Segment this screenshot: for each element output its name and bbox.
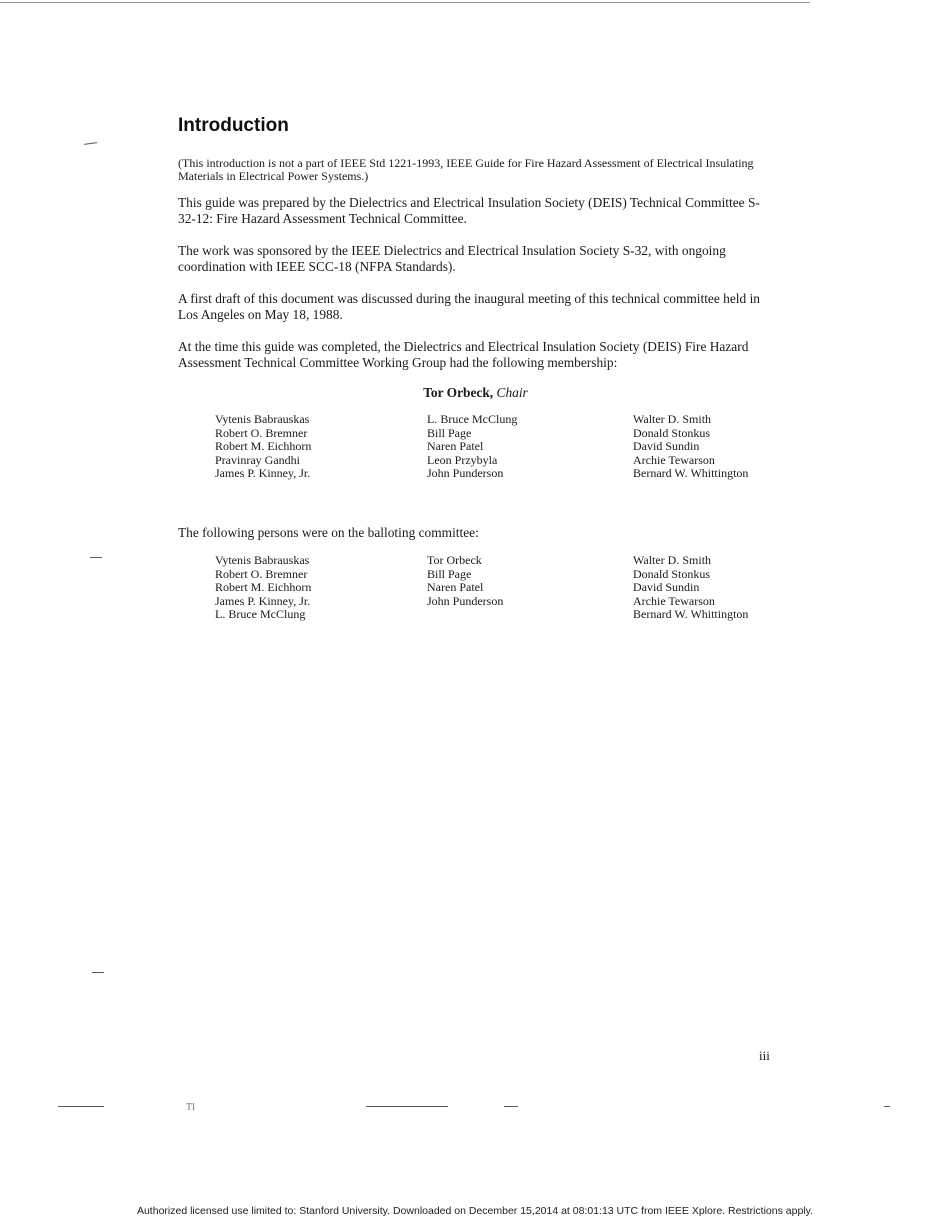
margin-mark [84,142,97,145]
balloter-name: Walter D. Smith [633,553,712,567]
margin-mark [90,557,102,558]
balloting-roster [178,554,773,626]
balloting-column-1 [215,554,311,622]
member-name: Bernard W. Whittington [633,466,749,481]
page-content [178,114,773,626]
balloter-name: Donald Stonkus [633,566,711,581]
member-name: Archie Tewarson [633,452,715,467]
balloter-name: Robert M. Eichhorn [215,580,312,595]
balloter-name: L. Bruce McClung [215,607,306,622]
member-name: John Punderson [427,466,504,481]
scan-top-line [0,2,810,3]
member-name: L. Bruce McClung [427,412,518,426]
member-name: Walter D. Smith [633,412,712,426]
membership-column-1 [215,413,311,481]
intro-note: (This introduction is not a part of IEEE Std 1221-1993, IEEE Guide for Fire Hazard Assessment of Electrical Insulating Materials in Electrical Power Systems.) [178,156,754,183]
member-name: Robert M. Eichhorn [215,439,312,454]
license-footer: Authorized licensed use limited to: Stanford University. Downloaded on December 15,2014 at 08:01:13 UTC from IEEE Xplore. Restrictions apply. [136,1205,814,1217]
paragraph-sponsored: The work was sponsored by the IEEE Dielectrics and Electrical Insulation Society S-32, with ongoing coordination with IEEE SCC-18 (NFPA Standards). [178,243,726,274]
margin-mark [92,972,104,973]
page-title: Introduction [178,115,289,136]
scan-artifact-text: Tl [186,1102,195,1113]
member-name: Robert O. Bremner [215,425,308,440]
member-name: Vytenis Babrauskas [215,412,310,426]
scan-artifact-line [884,1106,890,1107]
balloter-name: Tor Orbeck [427,553,482,567]
paragraph-first-draft: A first draft of this document was discussed during the inaugural meeting of this technical committee held in Los Angeles on May 18, 1988. [178,291,760,322]
page-number: iii [759,1048,770,1063]
member-name: Naren Patel [427,439,484,454]
scan-artifact-line [366,1106,448,1107]
balloter-name: John Punderson [427,593,504,608]
membership-roster [178,413,773,485]
membership-column-3 [633,413,748,481]
chair-name: Tor Orbeck, [423,385,494,400]
membership-column-2 [427,413,517,481]
paragraph-prepared: This guide was prepared by the Dielectrics and Electrical Insulation Society (DEIS) Technical Committee S-32-12: Fire Hazard Assessment Technical Committee. [178,195,760,226]
balloter-name: Bill Page [427,566,472,581]
balloting-column-2 [427,554,503,608]
paragraph-membership-intro: At the time this guide was completed, the Dielectrics and Electrical Insulation Society (DEIS) Fire Hazard Assessment Technical Committee Working Group had the following membership: [178,339,749,370]
member-name: David Sundin [633,439,700,454]
balloter-name: Archie Tewarson [633,593,715,608]
balloter-name: Bernard W. Whittington [633,607,749,622]
balloter-name: Vytenis Babrauskas [215,553,310,567]
member-name: Donald Stonkus [633,425,711,440]
balloter-name: Naren Patel [427,580,484,595]
chair-line [178,385,773,401]
scan-artifact-line [58,1106,104,1107]
member-name: James P. Kinney, Jr. [215,466,311,481]
member-name: Pravinray Gandhi [215,452,300,467]
balloter-name: James P. Kinney, Jr. [215,593,311,608]
member-name: Leon Przybyla [427,452,498,467]
balloting-column-3 [633,554,748,622]
balloter-name: Robert O. Bremner [215,566,308,581]
balloter-name: David Sundin [633,580,700,595]
scan-artifact-line [504,1106,518,1107]
member-name: Bill Page [427,425,472,440]
balloting-intro: The following persons were on the balloting committee: [178,525,479,540]
chair-title: Chair [496,385,528,400]
